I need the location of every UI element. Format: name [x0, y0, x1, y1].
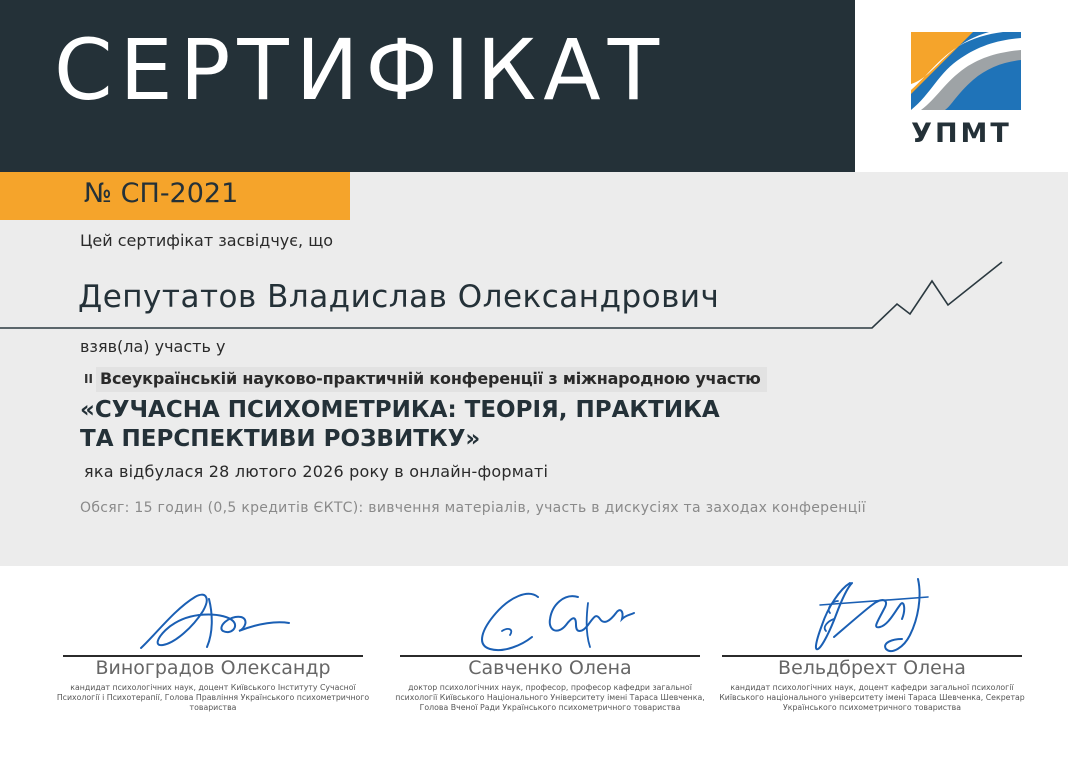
conference-title	[80, 396, 720, 454]
signature-icon	[63, 575, 363, 655]
signatory-3	[719, 575, 1025, 755]
certificate-number: № СП-2021	[84, 178, 239, 209]
header-band	[0, 0, 855, 172]
upmt-logo-icon	[911, 32, 1021, 110]
signatory-name: Савченко Олена	[468, 657, 632, 679]
signatory-name: Вельдбрехт Олена	[778, 657, 966, 679]
conference-title-line: «СУЧАСНА ПСИХОМЕТРИКА: ТЕОРІЯ, ПРАКТИКА	[80, 397, 720, 423]
conference-number: II	[84, 372, 93, 386]
recipient-name: Депутатов Владислав Олександрович	[78, 279, 720, 315]
held-text: яка відбулася 28 лютого 2026 року в онлайн-форматі	[84, 462, 549, 481]
signatory-description: доктор психологічних наук, професор, професор кафедри загальної психології Київського Національного Університету імені Тараса Шевченка, Голова Вченої Ради Українського психометричного товариства	[395, 683, 705, 712]
certifies-text: Цей сертифікат засвідчує, що	[80, 231, 334, 250]
conference-type: Всеукраїнській науково-практичній конференції з міжнародною участю	[96, 367, 767, 392]
zigzag-line-icon	[0, 259, 1068, 339]
signatory-2	[395, 575, 705, 755]
conference-type-line	[80, 365, 920, 393]
took-part-text: взяв(ла) участь у	[80, 337, 226, 356]
signature-icon	[400, 575, 700, 655]
certificate-title: СЕРТИФІКАТ	[54, 21, 667, 119]
volume-text: Обсяг: 15 годин (0,5 кредитів ЄКТС): вивчення матеріалів, участь в дискусіях та заходах конференції	[80, 500, 866, 516]
logo-text: УПМТ	[911, 118, 1012, 149]
logo-box	[855, 0, 1068, 172]
signatory-1	[56, 575, 370, 755]
conference-title-line: ТА ПЕРСПЕКТИВИ РОЗВИТКУ»	[80, 426, 481, 452]
signatory-description: кандидат психологічних наук, доцент Київського Інституту Сучасної Психології і Психотерапії, Голова Правління Українського психометричного товариства	[56, 683, 370, 712]
signatory-name: Виноградов Олександр	[95, 657, 331, 679]
signatory-description: кандидат психологічних наук, доцент кафедри загальної психології Київського національного університету імені Тараса Шевченка, Секретар Українського психометричного товариства	[719, 683, 1025, 712]
signature-icon	[722, 575, 1022, 655]
